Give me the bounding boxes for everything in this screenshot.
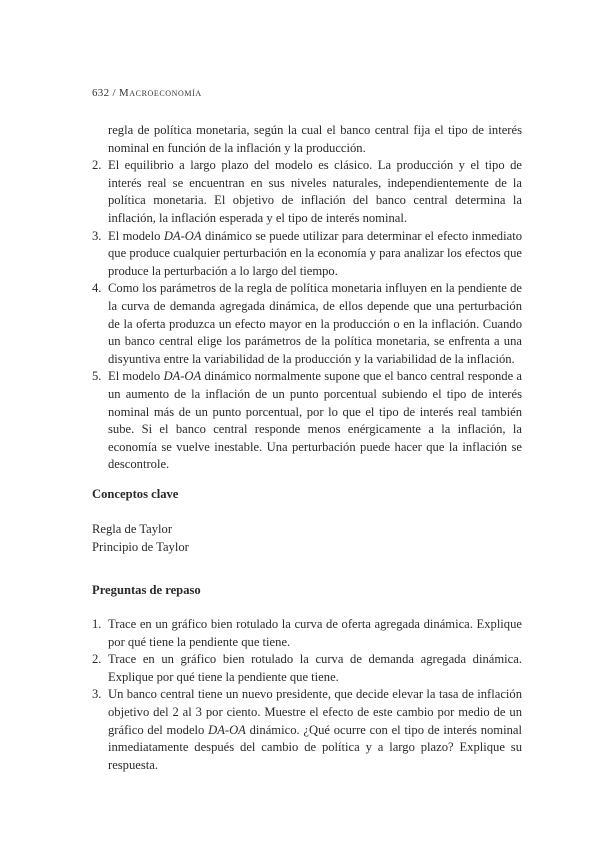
summary-item-text: El equilibrio a largo plazo del modelo es clásico. La producción y el tipo de interés real se encuentran en sus niveles naturales, independientemente de la política monetaria. El objetivo de inflación del banco central determina la inflación, la inflación esperada y el tipo de interés nominal.	[108, 158, 522, 225]
book-title: Macroeconomía	[118, 87, 202, 99]
summary-item-text: regla de política monetaria, según la cual el banco central fija el tipo de interés nominal en función de la inflación y la producción.	[108, 123, 522, 155]
summary-item-text: Como los parámetros de la regla de política monetaria influyen en la pendiente de la curva de demanda agregada dinámica, de ellos depende que una perturbación de la oferta produzca un efecto mayor en la producción o en la inflación. Cuando un banco central elige los parámetros de la política monetaria, se enfrenta a una disyuntiva entre la variabilidad de la producción y la variabilidad de la inflación.	[108, 281, 522, 366]
summary-item-3	[92, 228, 522, 281]
model-name: DA-OA	[163, 228, 202, 243]
summary-item-1-continuation	[92, 122, 522, 157]
review-questions-list	[92, 616, 522, 774]
summary-item-5	[92, 368, 522, 474]
item-number: 2.	[92, 652, 102, 667]
text-segment: dinámico normalmente supone que el banco central responde a un aumento de la inflación de un punto porcentual subiendo el tipo de interés nominal más de un punto porcentual, por lo que el tipo de interés real también sube. Si el banco central responde menos enérgicamente a la inflación, la economía se vuelve inestable. Una perturbación puede hacer que la inflación se descontrole.	[108, 369, 522, 472]
review-question-text: Trace en un gráfico bien rotulado la curva de oferta agregada dinámica. Explique por qué tiene la pendiente que tiene.	[108, 617, 522, 649]
running-head-separator: /	[109, 87, 119, 99]
summary-item-text	[108, 368, 522, 474]
item-number: 3.	[92, 228, 102, 243]
summary-item-text	[108, 228, 522, 281]
running-head	[92, 87, 202, 99]
concepts-list	[92, 521, 189, 556]
item-number: 4.	[92, 281, 102, 296]
review-question-3	[92, 686, 522, 774]
item-number: 5.	[92, 369, 102, 384]
summary-item-2	[92, 157, 522, 227]
text-segment: dinámico se puede utilizar para determinar el efecto inmediato que produce cualquier perturbación en la economía y para analizar los efectos que produce la perturbación a lo largo del tiempo.	[108, 228, 522, 278]
review-heading: Preguntas de repaso	[92, 583, 201, 597]
review-question-2	[92, 651, 522, 686]
concepts-heading: Conceptos clave	[92, 487, 179, 501]
page-number: 632	[92, 87, 110, 99]
model-name: DA-OA	[208, 722, 246, 737]
text-segment: El modelo	[108, 369, 164, 384]
text-segment: dinámico. ¿Qué ocurre con el tipo de interés nominal inmediatamente después del cambio de política y a largo plazo? Explique su respuesta.	[108, 722, 522, 772]
model-name: DA-OA	[163, 369, 202, 384]
concept-item: Principio de Taylor	[92, 539, 189, 554]
concept-item: Regla de Taylor	[92, 522, 173, 536]
summary-list	[92, 122, 522, 474]
item-number: 3.	[92, 687, 102, 702]
item-number: 1.	[92, 617, 102, 631]
review-question-1	[92, 616, 522, 651]
text-segment: Un banco central tiene un nuevo presidente, que decide elevar la tasa de inflación objetivo del 2 al 3 por ciento. Muestre el efecto de este cambio por medio de un gráfico del modelo	[108, 687, 522, 737]
review-question-text: Trace en un gráfico bien rotulado la curva de demanda agregada dinámica. Explique por qué tiene la pendiente que tiene.	[108, 652, 522, 684]
item-number: 2.	[92, 158, 102, 173]
text-segment: El modelo	[108, 228, 164, 243]
summary-item-4	[92, 280, 522, 368]
review-question-text	[108, 686, 522, 774]
